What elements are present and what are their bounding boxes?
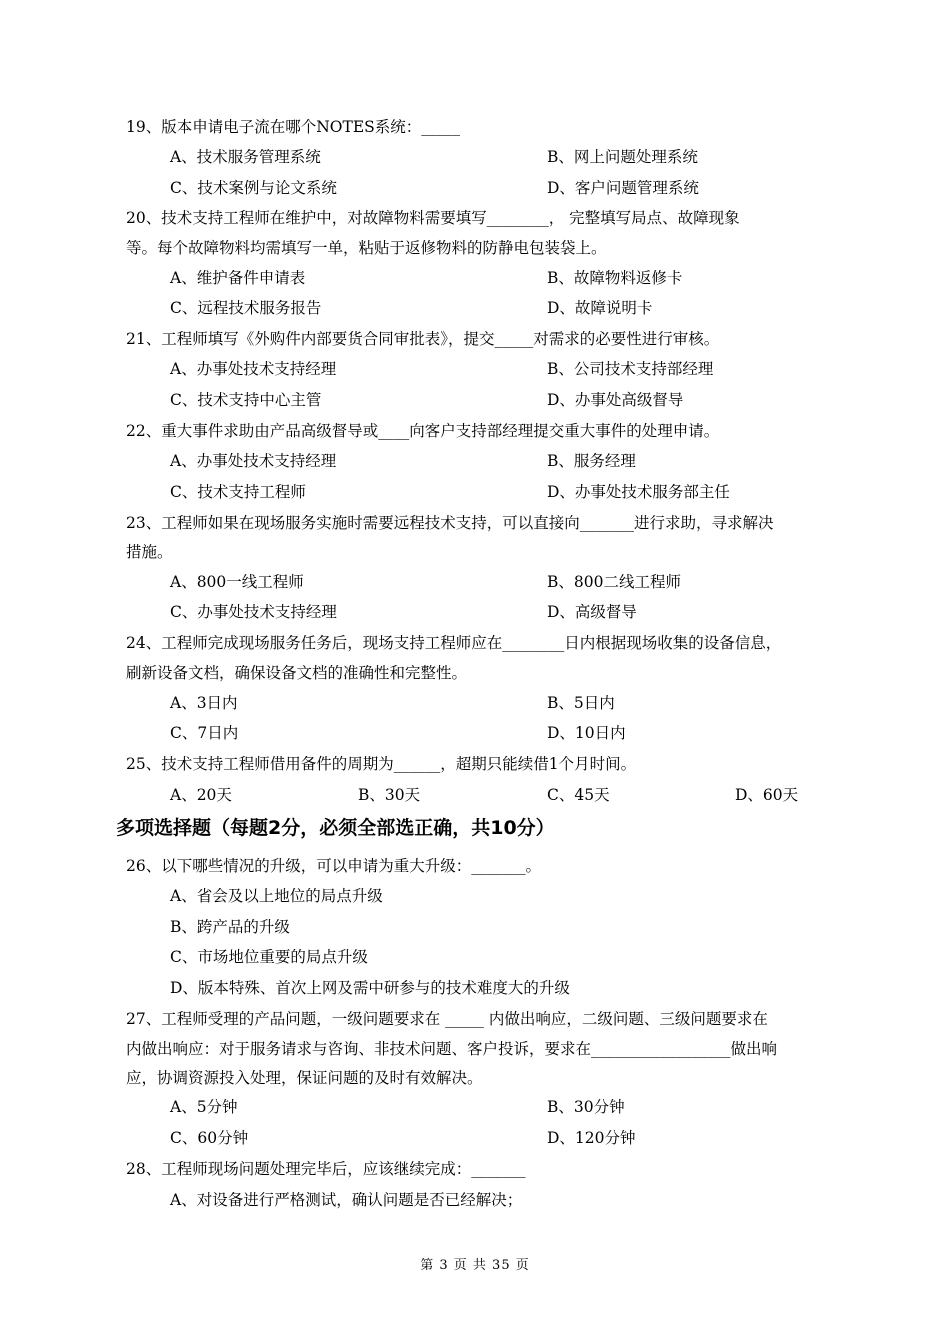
question-24-option-b: B、5日内 [547,694,615,712]
question-25: 25、技术支持工程师借用备件的周期为______，超期只能续借1个月时间。 [126,755,637,773]
question-22-option-c: C、技术支持工程师 [170,483,306,501]
question-21-option-d: D、办事处高级督导 [547,391,684,409]
question-23-option-d: D、高级督导 [547,603,637,621]
question-23: 23、工程师如果在现场服务实施时需要远程技术支持，可以直接向_______进行求助，寻求解决 [126,514,774,532]
question-22-option-b: B、服务经理 [547,452,636,470]
question-24-option-a: A、3日内 [170,694,238,712]
page-footer: 第 3 页 共 35 页 [420,1258,530,1273]
question-19-option-c: C、技术案例与论文系统 [170,179,337,197]
section-heading-multiple-choice: 多项选择题（每题2分，必须全部选正确，共10分） [116,817,555,839]
question-19-option-a: A、技术服务管理系统 [170,148,321,166]
question-21-option-c: C、技术支持中心主管 [170,391,322,409]
question-22: 22、重大事件求助由产品高级督导或____向客户支持部经理提交重大事件的处理申请。 [126,422,720,440]
question-23-option-c: C、办事处技术支持经理 [170,603,337,621]
question-26-option-a: A、省会及以上地位的局点升级 [170,887,383,905]
question-20-option-b: B、故障物料返修卡 [547,269,683,287]
question-27-option-a: A、5分钟 [170,1098,238,1116]
question-25-option-c: C、45天 [547,786,610,804]
question-24-option-d: D、10日内 [547,724,626,742]
question-26-option-c: C、市场地位重要的局点升级 [170,948,368,966]
question-19-option-d: D、客户问题管理系统 [547,179,699,197]
question-24-continuation: 刷新设备文档，确保设备文档的准确性和完整性。 [126,664,468,682]
question-21: 21、工程师填写《外购件内部要货合同审批表》，提交_____对需求的必要性进行审核。 [126,330,720,348]
question-22-option-a: A、办事处技术支持经理 [170,452,337,470]
question-27-continuation-1: 内做出响应：对于服务请求与咨询、非技术问题、客户投诉，要求在__________________做出响 [126,1040,778,1058]
question-27-continuation-2: 应，协调资源投入处理，保证问题的及时有效解决。 [126,1069,483,1087]
question-23-option-b: B、800二线工程师 [547,573,681,591]
question-27: 27、工程师受理的产品问题，一级问题要求在 _____ 内做出响应，二级问题、三级问题要求在 [126,1010,768,1028]
question-26: 26、以下哪些情况的升级，可以申请为重大升级：_______。 [126,857,541,875]
question-25-option-d: D、60天 [735,786,799,804]
question-22-option-d: D、办事处技术服务部主任 [547,483,730,501]
question-21-option-a: A、办事处技术支持经理 [170,360,337,378]
question-27-option-d: D、120分钟 [547,1129,636,1147]
question-26-option-b: B、跨产品的升级 [170,918,290,936]
question-27-option-c: C、60分钟 [170,1129,249,1147]
question-23-option-a: A、800一线工程师 [170,573,304,591]
question-25-option-a: A、20天 [170,786,232,804]
question-27-option-b: B、30分钟 [547,1098,625,1116]
question-24: 24、工程师完成现场服务任务后，现场支持工程师应在________日内根据现场收集的设备信息， [126,634,782,652]
question-26-option-d: D、版本特殊、首次上网及需中研参与的技术难度大的升级 [170,979,570,997]
question-28-option-a: A、对设备进行严格测试，确认问题是否已经解决； [170,1191,523,1209]
question-20-option-c: C、远程技术服务报告 [170,299,322,317]
question-25-option-b: B、30天 [358,786,421,804]
question-21-option-b: B、公司技术支持部经理 [547,360,714,378]
question-19: 19、版本申请电子流在哪个NOTES系统：_____ [126,118,461,136]
question-24-option-c: C、7日内 [170,724,239,742]
question-20: 20、技术支持工程师在维护中，对故障物料需要填写________， 完整填写局点、故障现象 [126,209,740,227]
question-20-continuation: 等。每个故障物料均需填写一单，粘贴于返修物料的防静电包装袋上。 [126,239,607,257]
question-28: 28、工程师现场问题处理完毕后，应该继续完成：_______ [126,1160,526,1178]
question-20-option-a: A、维护备件申请表 [170,269,306,287]
question-19-option-b: B、网上问题处理系统 [547,148,698,166]
question-20-option-d: D、故障说明卡 [547,299,653,317]
question-23-continuation: 措施。 [126,543,173,561]
